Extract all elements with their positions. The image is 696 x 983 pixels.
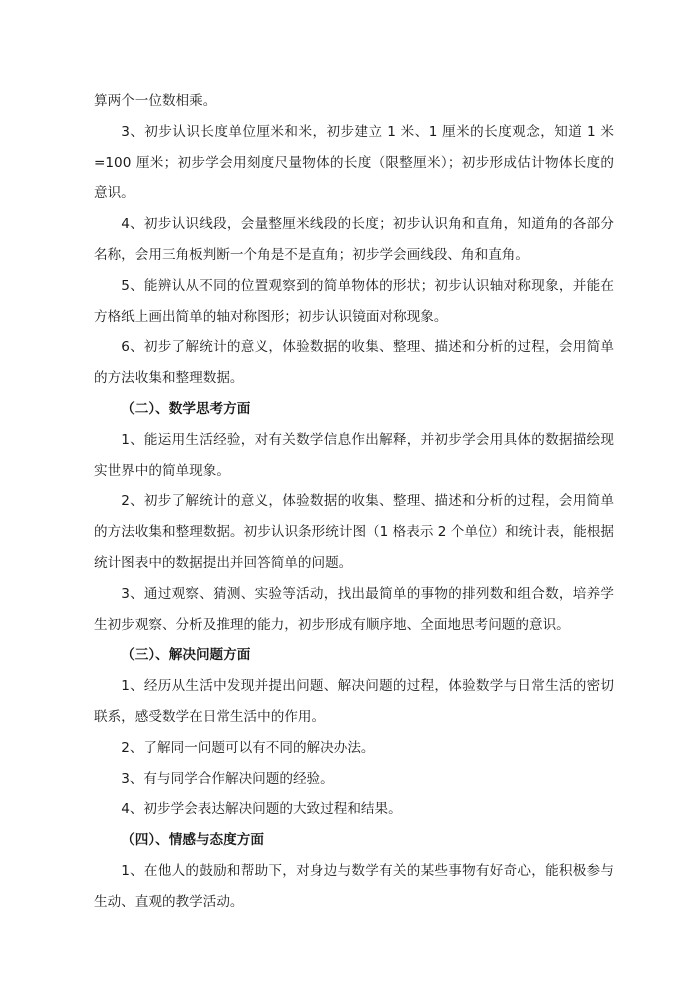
paragraph-thinking-3: 3、通过观察、猜测、实验等活动，找出最简单的事物的排列数和组合数，培养学生初步观察、分析及推理的能力，初步形成有顺序地、全面地思考问题的意识。 [94, 585, 614, 633]
paragraph-problem-4: 4、初步学会表达解决问题的大致过程和结果。 [121, 801, 402, 818]
paragraph-thinking-1: 1、能运用生活经验，对有关数学信息作出解释，并初步学会用具体的数据描绘现实世界中的简单现象。 [94, 431, 614, 479]
paragraph-problem-2: 2、了解同一问题可以有不同的解决办法。 [121, 739, 375, 756]
paragraph-emotion-1: 1、在他人的鼓励和帮助下，对身边与数学有关的某些事物有好奇心，能积极参与生动、直观的教学活动。 [94, 862, 614, 910]
section-heading-math-thinking: （二）、数学思考方面 [121, 400, 251, 417]
section-heading-emotion-attitude: （四）、情感与态度方面 [121, 832, 264, 849]
paragraph-goal-4: 4、初步认识线段，会量整厘米线段的长度；初步认识角和直角，知道角的各部分名称，会用三角板判断一个角是不是直角；初步学会画线段、角和直角。 [94, 216, 614, 263]
paragraph-problem-1: 1、经历从生活中发现并提出问题、解决问题的过程，体验数学与日常生活的密切联系，感受数学在日常生活中的作用。 [94, 678, 614, 725]
paragraph-problem-3: 3、有与同学合作解决问题的经验。 [121, 770, 334, 787]
paragraph-goal-5: 5、能辨认从不同的位置观察到的简单物体的形状；初步认识轴对称现象，并能在方格纸上画出简单的轴对称图形；初步认识镜面对称现象。 [94, 277, 614, 325]
paragraph-continuation: 算两个一位数相乘。 [94, 93, 217, 109]
document-body [94, 86, 614, 918]
section-heading-problem-solving: （三）、解决问题方面 [121, 647, 251, 664]
paragraph-goal-3: 3、初步认识长度单位厘米和米，初步建立 1 米、1 厘米的长度观念，知道 1 米=100 厘米；初步学会用刻度尺量物体的长度（限整厘米）；初步形成估计物体长度的意识。 [94, 123, 614, 202]
paragraph-thinking-2: 2、初步了解统计的意义，体验数据的收集、整理、描述和分析的过程，会用简单的方法收集和整理数据。初步认识条形统计图（1 格表示 2 个单位）和统计表，能根据统计图表中的数据提出并回答简单的问题。 [94, 493, 614, 571]
paragraph-goal-6: 6、初步了解统计的意义，体验数据的收集、整理、描述和分析的过程，会用简单的方法收集和整理数据。 [94, 339, 614, 387]
